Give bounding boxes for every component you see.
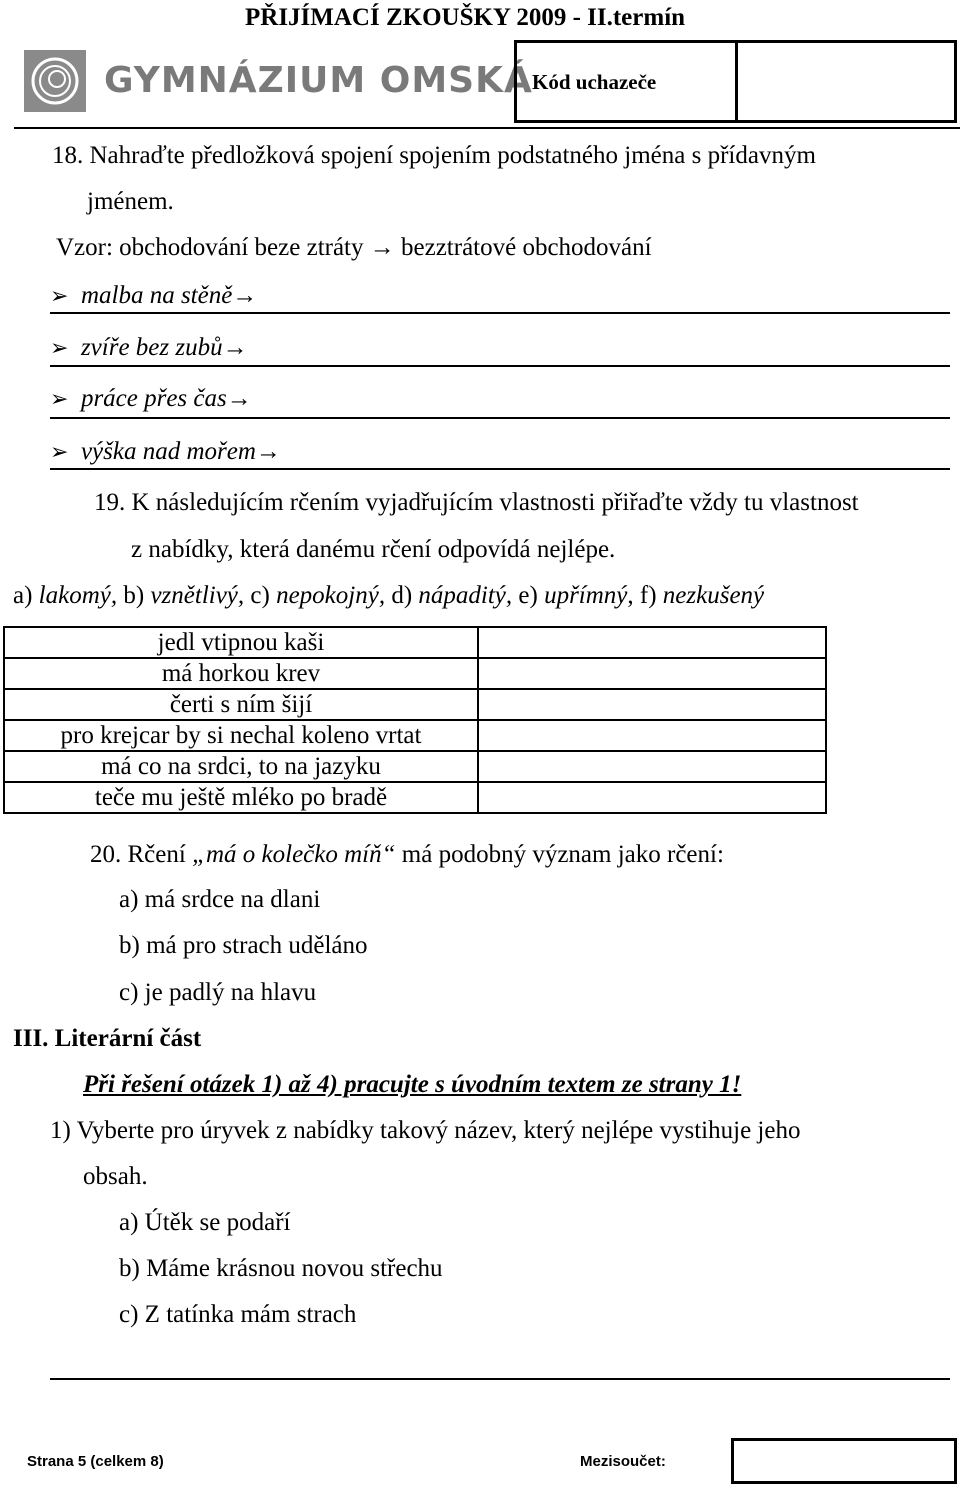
arrow-bullet-icon: ➢ xyxy=(50,283,69,308)
lit-q1-option-c[interactable]: c) Z tatínka mám strach xyxy=(119,1301,357,1328)
option-word: lakomý, xyxy=(38,582,118,609)
lit-answer-line[interactable] xyxy=(50,1378,950,1380)
q20-suffix: má podobný význam jako rčení: xyxy=(395,841,724,868)
q18-item-2 xyxy=(50,333,248,363)
code-box-divider xyxy=(735,40,738,123)
q19-text-line1: 19. K následujícím rčením vyjadřujícím vlastnosti přiřaďte vždy tu vlastnost xyxy=(94,489,859,516)
q20-text xyxy=(90,840,724,870)
answer-cell[interactable] xyxy=(478,782,826,813)
answer-cell[interactable] xyxy=(478,658,826,689)
option-letter: e) xyxy=(518,582,538,609)
answer-cell[interactable] xyxy=(478,689,826,720)
q20-prefix: 20. Rčení xyxy=(90,841,193,868)
q18-item-4 xyxy=(50,437,281,467)
table-row xyxy=(4,782,826,813)
option-word: nezkušený xyxy=(662,582,765,609)
arrow-bullet-icon: ➢ xyxy=(50,386,69,411)
table-row xyxy=(4,658,826,689)
saying-cell: pro krejcar by si nechal koleno vrtat xyxy=(4,720,478,751)
q18-item-text: výška nad mořem→ xyxy=(80,438,281,465)
option-letter: a) xyxy=(13,582,33,609)
table-row xyxy=(4,720,826,751)
q20-option-b[interactable]: b) má pro strach uděláno xyxy=(119,932,368,959)
q19-text-line2: z nabídky, která danému rčení odpovídá nejlépe. xyxy=(131,536,616,563)
table-row xyxy=(4,751,826,782)
answer-cell[interactable] xyxy=(478,627,826,658)
q18-item-text: zvíře bez zubů→ xyxy=(80,334,248,361)
q18-item-3 xyxy=(50,384,252,414)
q19-options xyxy=(13,581,764,611)
q18-item-text: malba na stěně→ xyxy=(80,282,258,309)
answer-cell[interactable] xyxy=(478,720,826,751)
header-rule xyxy=(14,127,960,129)
option-word: nepokojný, xyxy=(276,582,386,609)
option-word: upřímný xyxy=(544,582,628,609)
saying-cell: čerti s ním šijí xyxy=(4,689,478,720)
q18-text-line1: 18. Nahraďte předložková spojení spojením podstatného jména s přídavným xyxy=(52,142,816,169)
option-letter: d) xyxy=(391,582,413,609)
school-name: GYMNÁZIUM OMSKÁ xyxy=(104,60,533,101)
school-logo-icon xyxy=(24,50,86,112)
section-instruction: Při řešení otázek 1) až 4) pracujte s úvodním textem ze strany 1! xyxy=(83,1071,742,1098)
lit-q1-option-a[interactable]: a) Útěk se podaří xyxy=(119,1209,291,1236)
q18-item-1 xyxy=(50,281,257,311)
subtotal-box[interactable] xyxy=(731,1438,957,1484)
q20-quote: „má o kolečko míň“ xyxy=(192,841,396,868)
lit-q1-line2: obsah. xyxy=(83,1163,148,1190)
q18-answer-line-2[interactable] xyxy=(50,365,950,367)
arrow-bullet-icon: ➢ xyxy=(50,335,69,360)
q18-answer-line-3[interactable] xyxy=(50,417,950,419)
lit-q1-option-b[interactable]: b) Máme krásnou novou střechu xyxy=(119,1255,443,1282)
page-number: Strana 5 (celkem 8) xyxy=(27,1453,164,1470)
option-letter: b) xyxy=(123,582,145,609)
table-row xyxy=(4,627,826,658)
q19-matching-table xyxy=(3,626,827,814)
q18-item-text: práce přes čas→ xyxy=(80,385,252,412)
saying-cell: jedl vtipnou kaši xyxy=(4,627,478,658)
subtotal-label: Mezisoučet: xyxy=(580,1453,666,1470)
q18-answer-line-1[interactable] xyxy=(50,312,950,314)
exam-title: PŘIJÍMACÍ ZKOUŠKY 2009 - II.termín xyxy=(245,4,686,31)
table-row xyxy=(4,689,826,720)
saying-cell: teče mu ještě mléko po bradě xyxy=(4,782,478,813)
q18-answer-line-4[interactable] xyxy=(50,468,950,470)
q20-option-c[interactable]: c) je padlý na hlavu xyxy=(119,979,317,1006)
q18-text-line2: jménem. xyxy=(87,188,174,215)
saying-cell: má horkou krev xyxy=(4,658,478,689)
q20-option-a[interactable]: a) má srdce na dlani xyxy=(119,886,321,913)
option-word: vznětlivý, xyxy=(150,582,245,609)
section-heading: III. Literární část xyxy=(13,1025,202,1052)
arrow-bullet-icon: ➢ xyxy=(50,439,69,464)
option-word: nápaditý, xyxy=(418,582,513,609)
option-letter: c) xyxy=(250,582,270,609)
applicant-code-label: Kód uchazeče xyxy=(532,70,657,94)
lit-q1-line1: 1) Vyberte pro úryvek z nabídky takový název, který nejlépe vystihuje jeho xyxy=(50,1117,801,1144)
q18-example: Vzor: obchodování beze ztráty → bezztrátové obchodování xyxy=(56,234,652,261)
answer-cell[interactable] xyxy=(478,751,826,782)
option-letter: , f) xyxy=(627,582,657,609)
saying-cell: má co na srdci, to na jazyku xyxy=(4,751,478,782)
